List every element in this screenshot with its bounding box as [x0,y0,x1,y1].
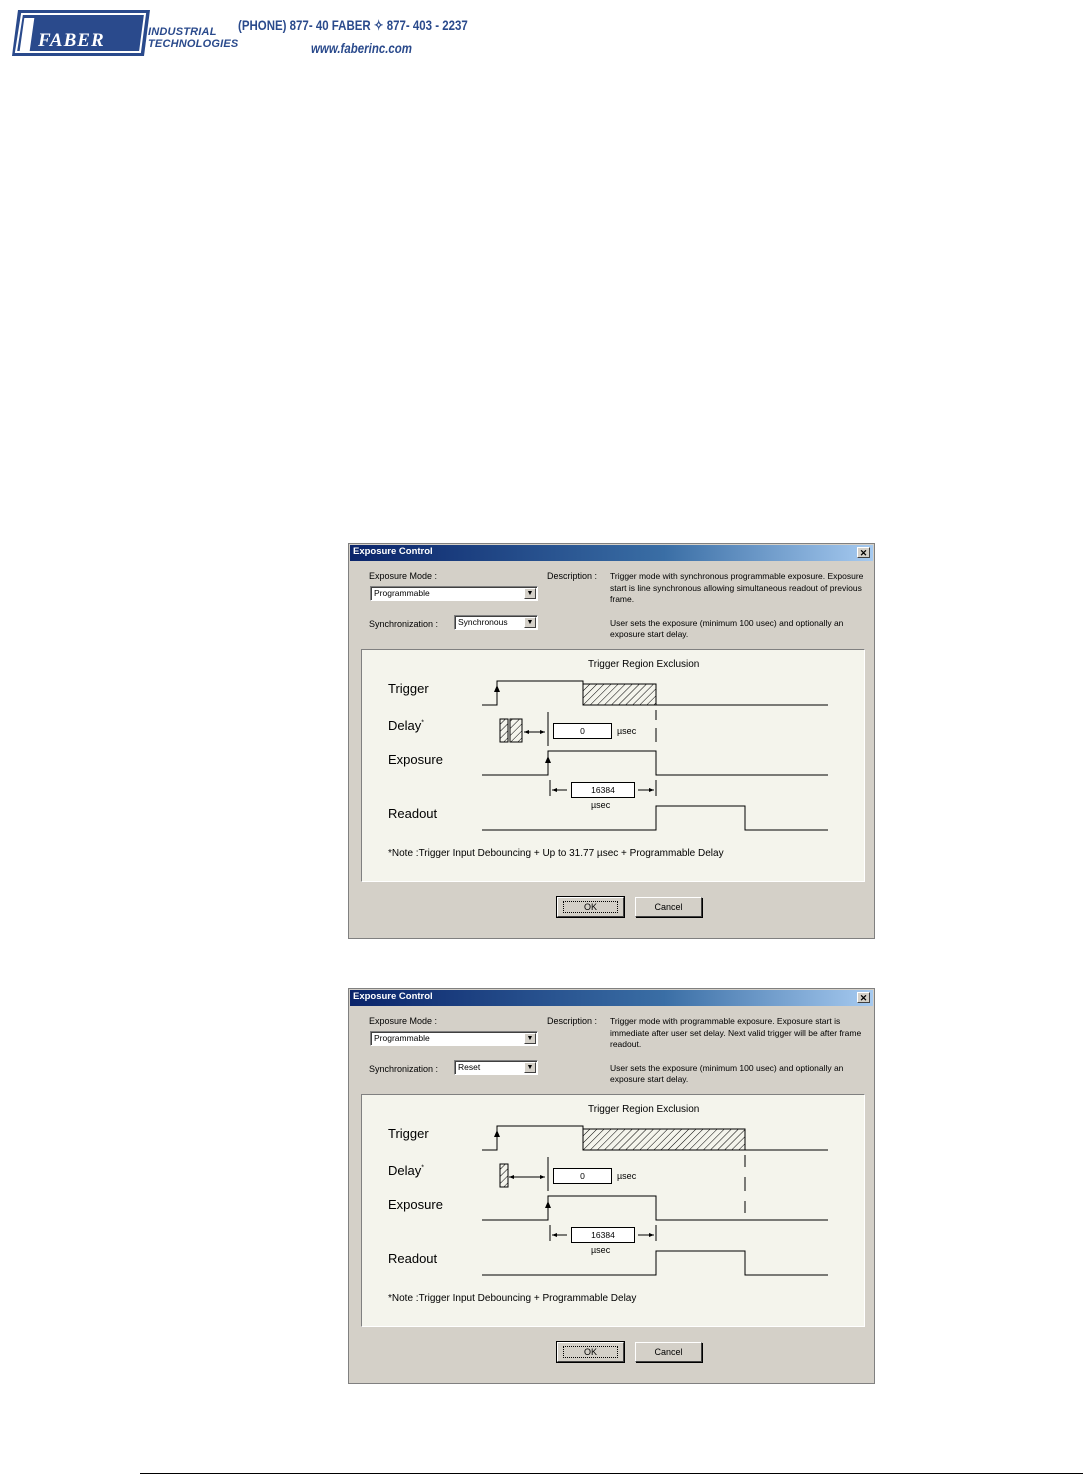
ok-button-label: OK [563,1346,618,1358]
exposure-waveform [482,1196,828,1220]
trigger-exclusion-region [583,684,656,705]
readout-waveform [482,806,828,830]
cancel-button[interactable]: Cancel [635,897,702,917]
phone-number: (PHONE) 877- 40 FABER ✧ 877- 403 - 2237 [238,17,468,33]
description-text [610,1016,870,1086]
dialog-titlebar [350,545,873,561]
description-paragraph-1: Trigger mode with programmable exposure. Exposure start is immediate after user set delay. Next valid trigger will be after frame readout. [610,1016,862,1049]
exposure-waveform [482,751,828,775]
delay-hatch-box-1 [500,719,508,742]
synchronization-select[interactable] [454,1060,538,1075]
synchronization-value: Synchronous [458,617,508,627]
signal-label-readout: Readout [388,1251,438,1266]
signal-delay-text: Delay [388,1163,422,1178]
exposure-mode-label: Exposure Mode : [369,1016,438,1026]
exposure-mode-label: Exposure Mode : [369,571,438,581]
signal-label-exposure: Exposure [388,1197,443,1212]
delay-asterisk: * [421,1164,424,1172]
trigger-edge-arrow [494,685,500,692]
ok-button[interactable] [557,1342,624,1362]
description-text [610,571,870,641]
delay-unit: µsec [617,726,637,736]
trigger-exclusion-region [583,1129,745,1150]
exposure-mode-select[interactable] [370,1031,538,1046]
readout-waveform [482,1251,828,1275]
synchronization-value: Reset [458,1062,481,1072]
description-paragraph-2: User sets the exposure (minimum 100 usec) and optionally an exposure start delay. [610,617,844,639]
exposure-mode-value: Programmable [374,1033,430,1043]
exposure-unit: µsec [591,1245,611,1255]
note-text: *Note :Trigger Input Debouncing + Up to 31.77 µsec + Programmable Delay [388,848,724,859]
trigger-edge-arrow [494,1130,500,1137]
timing-diagram-panel [361,1094,865,1327]
exposure-unit: µsec [591,800,611,810]
signal-label-trigger: Trigger [388,1126,429,1141]
close-icon[interactable]: ✕ [857,992,870,1003]
description-paragraph-2: User sets the exposure (minimum 100 usec) and optionally an exposure start delay. [610,1062,844,1084]
exposure-control-dialog-synchronous [348,543,875,939]
note-text: *Note :Trigger Input Debouncing + Programmable Delay [388,1293,637,1304]
synchronization-label: Synchronization : [369,1064,439,1074]
delay-asterisk: * [421,719,424,727]
signal-label-exposure: Exposure [388,752,443,767]
chevron-down-icon[interactable]: ▼ [524,1062,536,1073]
dialog-title: Exposure Control [353,991,433,1002]
ok-button[interactable] [557,897,624,917]
description-label: Description : [547,571,598,581]
delay-input[interactable]: 0 [553,723,612,739]
description-paragraph-1: Trigger mode with synchronous programmable exposure. Exposure start is line synchronous allowing simultaneous readout of previous frame. [610,571,864,604]
ok-button-label: OK [563,901,618,913]
logo-text: FABER [38,30,105,51]
dialog-titlebar [350,990,873,1006]
chevron-down-icon[interactable]: ▼ [524,588,536,599]
signal-label-readout: Readout [388,806,438,821]
close-icon[interactable]: ✕ [857,547,870,558]
timing-diagram-panel [361,649,865,882]
delay-hatch-box [500,1164,508,1187]
exposure-control-dialog-reset [348,988,875,1384]
dialog-title: Exposure Control [353,546,433,557]
exposure-input[interactable]: 16384 [571,782,635,798]
website-link[interactable]: www.faberinc.com [311,40,413,56]
exposure-mode-select[interactable] [370,586,538,601]
logo-line-1: INDUSTRIAL [148,26,217,38]
trigger-region-exclusion-label: Trigger Region Exclusion [588,1104,700,1115]
synchronization-label: Synchronization : [369,619,439,629]
exposure-input[interactable]: 16384 [571,1227,635,1243]
signal-label-delay [388,718,424,733]
synchronization-select[interactable] [454,615,538,630]
faber-logo [12,6,150,64]
trigger-region-exclusion-label: Trigger Region Exclusion [588,659,700,670]
logo-subtitle [148,26,238,50]
signal-label-delay [388,1163,424,1178]
description-label: Description : [547,1016,598,1026]
signal-delay-text: Delay [388,718,422,733]
delay-hatch-box-2 [510,719,522,742]
logo-line-2: TECHNOLOGIES [148,38,239,50]
chevron-down-icon[interactable]: ▼ [524,1033,536,1044]
delay-unit: µsec [617,1171,637,1181]
signal-label-trigger: Trigger [388,681,429,696]
delay-input[interactable]: 0 [553,1168,612,1184]
chevron-down-icon[interactable]: ▼ [524,617,536,628]
cancel-button[interactable]: Cancel [635,1342,702,1362]
page-header [0,0,1083,70]
footer-divider [140,1473,1083,1474]
exposure-mode-value: Programmable [374,588,430,598]
